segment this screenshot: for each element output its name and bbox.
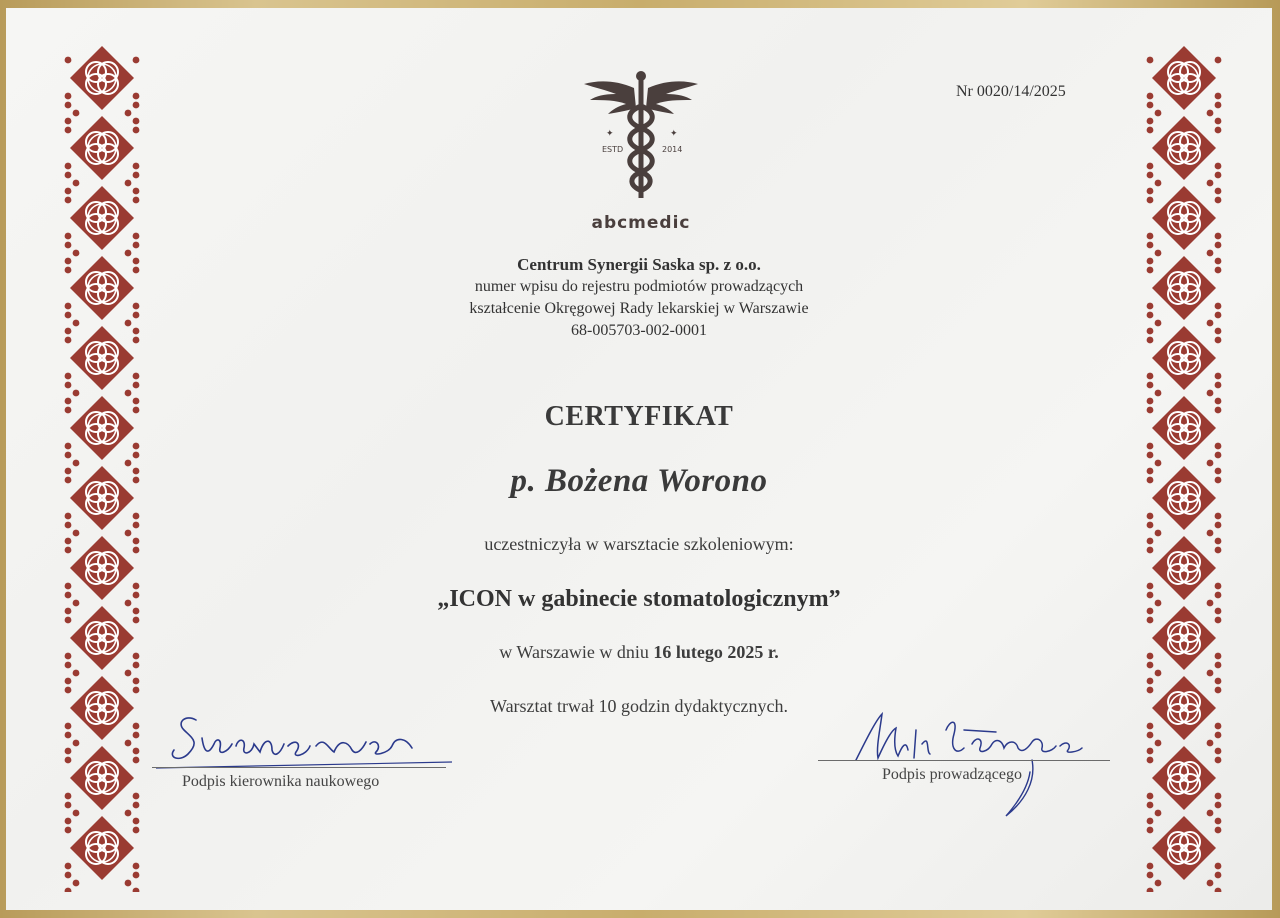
left-signature-label: Podpis kierownika naukowego [182,773,380,790]
svg-text:✦: ✦ [606,129,614,139]
date-prefix: w Warszawie w dniu [499,642,654,662]
certificate-paper [6,8,1272,910]
caduceus-icon [576,66,706,236]
right-signature-label: Podpis prowadzącego [882,766,1022,783]
course-title: „ICON w gabinecie stomatologicznym” [437,586,841,612]
recipient-name: p. Bożena Worono [510,463,768,499]
organization-name: Centrum Synergii Saska sp. z o.o. [517,255,761,274]
certificate-number: Nr 0020/14/2025 [956,83,1066,100]
svg-text:ESTD: ESTD [602,145,624,154]
right-signature-line [818,760,1110,761]
organization-registry-number: 68-005703-002-0001 [571,322,707,339]
left-signature-line [152,767,446,768]
svg-text:abcmedic: abcmedic [591,213,691,233]
svg-text:2014: 2014 [662,145,683,154]
abcmedic-logo [576,66,706,236]
organization-registry-line: numer wpisu do rejestru podmiotów prowadzących [474,278,804,295]
course-date: 16 lutego 2025 r. [653,642,779,662]
organization-chamber-line: kształcenie Okręgowej Rady lekarskiej w Warszawie [469,300,809,317]
svg-text:✦: ✦ [670,129,678,139]
participation-text: uczestniczyła w warsztacie szkoleniowym: [484,534,794,554]
certificate-title: CERTYFIKAT [544,401,734,432]
date-line [6,642,1272,663]
duration-text: Warsztat trwał 10 godzin dydaktycznych. [490,696,788,716]
